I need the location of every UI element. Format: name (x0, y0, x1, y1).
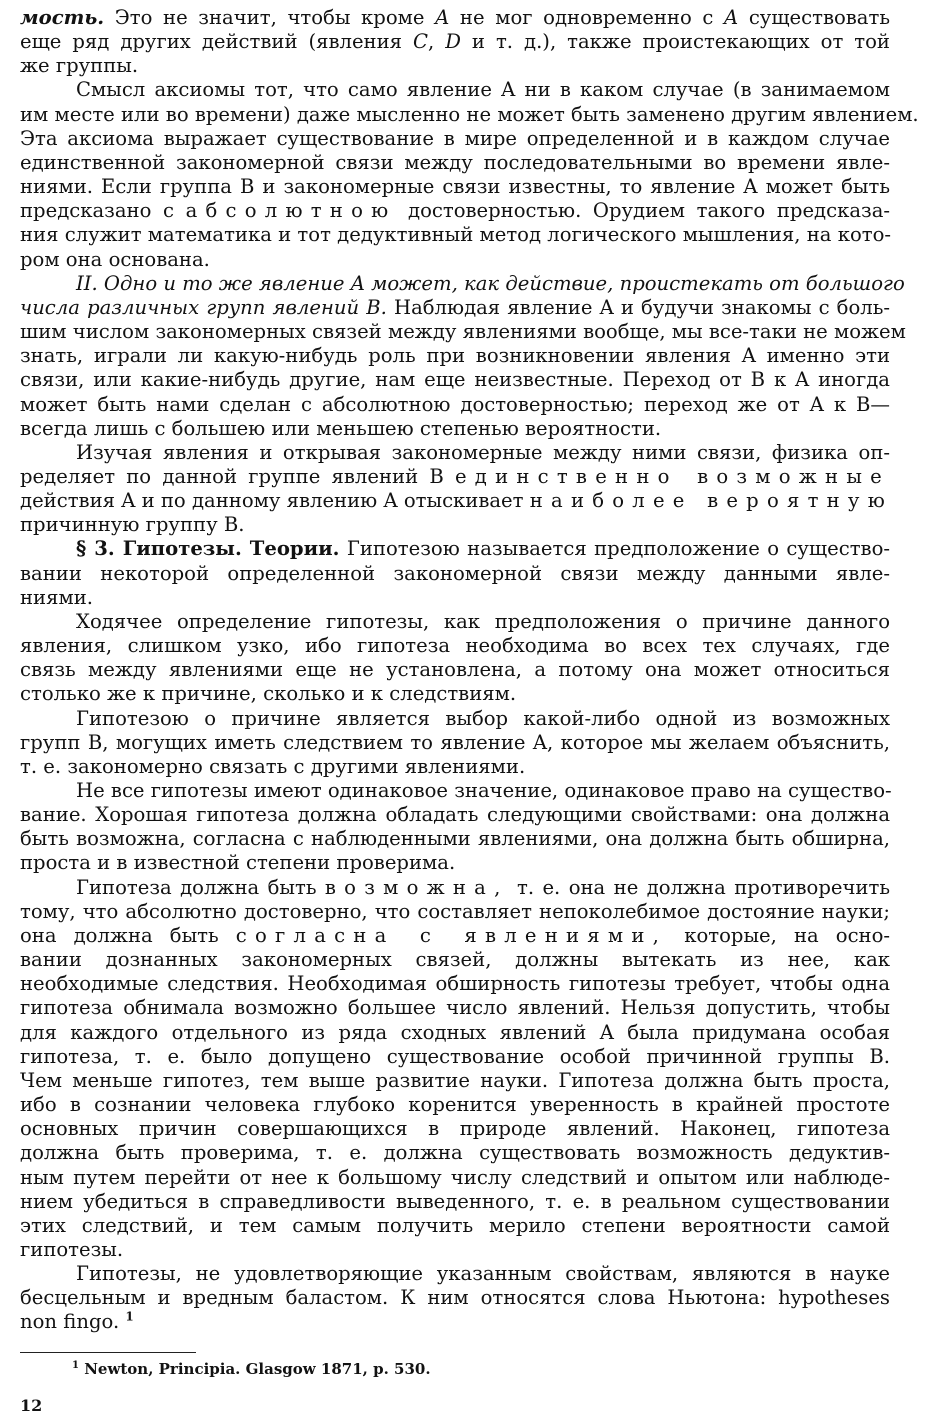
text-line: ибо в сознании человека глубоко коренится уверенность в крайней простоте (20, 1093, 890, 1117)
text-line: всегда лишь с большею или меньшею степенью вероятности. (20, 416, 662, 440)
text-line: тому, что абсолютно достоверно, что составляет непоколебимое достояние науки; (20, 899, 890, 923)
text-line: Гипотезы, не удовлетворяющие указанным свойствам, являются в науке (76, 1262, 890, 1286)
text-run: достоверностью. Орудием такого предсказа- (408, 199, 890, 223)
paragraph-6 (20, 610, 890, 707)
paragraph-9 (20, 876, 890, 1263)
text-line: проста и в известной степени проверима. (20, 851, 456, 875)
page-number: 12 (20, 1396, 43, 1415)
text-run: не мог одновременно с (449, 6, 725, 29)
spaced-emphasis: возможна, (324, 875, 509, 899)
text-run: A (724, 6, 739, 29)
text-line (20, 1310, 890, 1334)
text-line: связи, или какие-нибудь другие, нам еще неизвестные. Переход от B к A иногда (20, 368, 890, 392)
paragraph-4 (20, 440, 893, 538)
paragraph-2 (20, 78, 919, 271)
text-line: столько же к причине, сколько и к следствиям. (20, 682, 517, 706)
text-line (20, 537, 890, 561)
text-run: же группы. (20, 54, 139, 78)
text-run: действия A и по данному явлению A отыскивает (20, 489, 524, 513)
paragraph-1 (20, 6, 890, 78)
text-line: ным путем перейти от нее к большому числу следствий и опытом или наблюде- (20, 1165, 890, 1189)
text-line: Чем меньше гипотез, тем выше развитие науки. Гипотеза должна быть проста, (20, 1068, 890, 1092)
text-line: ниями. Если группа B и закономерные связи известны, то явление A может быть (20, 175, 890, 199)
text-run: C (413, 30, 429, 54)
section-3-paragraph (20, 537, 890, 609)
footnote-mark: 1 (72, 1360, 79, 1371)
text-line: нием убедиться в справедливости выведенного, т. е. в реальном существовании (20, 1189, 890, 1213)
text-line: единственной закономерной связи между последовательными во времени явле- (20, 150, 890, 174)
spaced-emphasis: согласна с явлениями, (235, 923, 668, 947)
text-line: Не все гипотезы имеют одинаковое значение, одинаковое право на существо- (76, 779, 892, 802)
text-line (20, 54, 890, 78)
text-run: non fingo. (20, 1310, 120, 1334)
spaced-emphasis: наиболее вероятную (529, 489, 893, 513)
text-run: т. е. она не должна противоречить (516, 875, 890, 899)
text-line: может быть нами сделан с абсолютною достоверностью; переход же от A к B— (20, 392, 890, 416)
text-line: необходимые следствия. Необходимая обширность гипотезы требует, чтобы одна (20, 972, 890, 996)
text-line: ния служит математика и тот дедуктивный метод логического мышления, на кото- (20, 223, 891, 247)
footnote-reference[interactable]: 1 (125, 1309, 134, 1324)
text-line (20, 465, 890, 489)
text-line: причинную группу B. (20, 513, 245, 537)
text-run: A (435, 6, 450, 29)
text-line: явления, слишком узко, ибо гипотеза необходима во всех тех случаях, где (20, 634, 890, 658)
text-line: гипотезы. (20, 1237, 124, 1261)
paragraph-8 (20, 779, 890, 876)
text-line: ром она основана. (20, 247, 210, 271)
text-line: шим числом закономерных связей между явлениями вообще, мы все-таки не можем (20, 320, 906, 344)
text-line (20, 489, 893, 513)
text-run: еще ряд других действий (явления (20, 30, 414, 54)
text-run: мость. (20, 6, 105, 29)
text-line: быть возможна, согласна с наблюденными явлениями, она должна быть обширна, (20, 827, 890, 851)
text-line: основных причин совершающихся в природе явлений. Наконец, гипотеза (20, 1117, 890, 1141)
text-run: она должна быть (20, 923, 219, 947)
text-line (20, 6, 890, 30)
text-line: Изучая явления и открывая закономерные между ними связи, физика оп- (76, 440, 890, 464)
text-line: гипотеза, т. е. было допущено существование особой причинной группы B. (20, 1044, 890, 1068)
text-line (20, 296, 890, 320)
text-line (20, 30, 890, 54)
text-line: знать, играли ли какую-нибудь роль при возникновении явления A именно эти (20, 344, 890, 368)
text-line: Ходячее определение гипотезы, как предположения о причине данного (76, 609, 890, 633)
text-line: Смысл аксиомы тот, что само явление A ни в каком случае (в занимаемом (76, 78, 890, 102)
text-line: должна быть проверима, т. е. должна существовать возможность дедуктив- (20, 1141, 890, 1165)
paragraph-10 (20, 1262, 890, 1334)
text-line: вание. Хорошая гипотеза должна обладать следующими свойствами: она должна (20, 803, 890, 827)
text-line: ниями. (20, 585, 94, 609)
text-line: Гипотезою о причине является выбор какой-либо одной из возможных (76, 706, 890, 730)
text-run: существовать (738, 6, 890, 29)
text-run: , (428, 30, 446, 54)
text-line: вании некоторой определенной закономерной связи между данными явле- (20, 561, 890, 585)
text-line: им месте или во времени) даже мысленно не может быть заменено другим явлением. (20, 102, 919, 126)
text-line: для каждого отдельного из ряда сходных явлений A была придумана особая (20, 1020, 890, 1044)
footnote-text: Newton, Principia. Glasgow 1871, p. 530. (84, 1360, 431, 1378)
text-run: ределяет по данной группе явлений B (20, 464, 444, 488)
text-line: групп B, могущих иметь следствием то явление A, которое мы желаем объяснить, (20, 730, 890, 754)
paragraph-7 (20, 707, 890, 779)
text-run: которые, на осно- (684, 923, 891, 947)
text-line (20, 924, 890, 948)
text-run: предсказано с (20, 199, 174, 223)
text-run: и т. д.), также проистекающих от той (460, 30, 890, 54)
text-line: бесцельным и вредным баластом. К ним относятся слова Ньютона: hypotheses (20, 1286, 890, 1310)
text-line: Эта аксиома выражает существование в мире определенной и в каждом случае (20, 126, 890, 150)
spaced-emphasis: единственно возможные (454, 464, 890, 488)
text-run: числа различных групп явлений B. (20, 295, 387, 319)
text-run: Наблюдая явление A и будучи знакомы с боль- (386, 295, 890, 319)
text-run: D (445, 30, 461, 54)
text-line: этих следствий, и тем самым получить мерило степени вероятности самой (20, 1213, 890, 1237)
footnote (72, 1360, 431, 1378)
paragraph-3 (20, 271, 906, 441)
text-line: гипотеза обнимала возможно большее число явлений. Нельзя допустить, чтобы (20, 996, 890, 1020)
text-run: Гипотеза должна быть (76, 875, 317, 899)
text-run: Гипотезою называется предположение о существо- (339, 537, 890, 561)
text-line: вании дознанных закономерных связей, должны вытекать из нее, как (20, 948, 890, 972)
page-body (20, 6, 919, 1335)
text-run: Это не значит, чтобы кроме (104, 6, 436, 29)
text-line: связь между явлениями еще не установлена, а потому она может относиться (20, 658, 890, 682)
spaced-emphasis: абсолютною (185, 199, 397, 223)
footnote-divider (20, 1352, 196, 1353)
text-line: т. е. закономерно связать с другими явлениями. (20, 754, 526, 778)
text-line (20, 199, 890, 223)
text-line: II. Одно и то же явление A может, как действие, проистекать от большого (76, 271, 905, 295)
text-line (20, 876, 890, 900)
section-heading: § 3. Гипотезы. Теории. (76, 537, 340, 561)
